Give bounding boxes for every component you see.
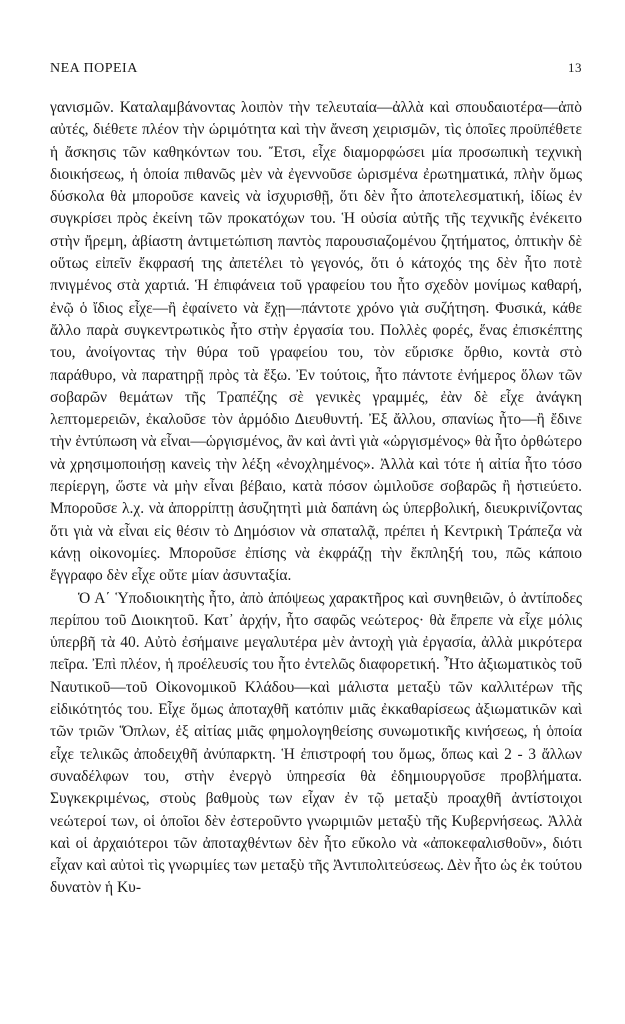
page-number: 13: [568, 60, 582, 75]
paragraph-continued: γανισμῶν. Καταλαμβάνοντας λοιπὸν τὴν τελευταία—ἀλλὰ καὶ σπουδαιοτέρα—ἀπὸ αὐτές, διέθετε πλέον τὴν ὡριμότητα καὶ τὴν ἄνεση χειρισμῶν, τὶς ὁποῖες προϋπέθετε ἡ ἄσκησις τῶν καθηκόντων του. Ἔτσι, εἶχε διαμορφώσει μία προσωπικὴ τεχνικὴ διοικήσεως, ἡ ὁποία πιθανῶς μὲν νὰ ἐγεννοῦσε ὡρισμένα ἐρωτηματικά, πλὴν ὅμως δύσκολα θὰ μποροῦσε κανεὶς νὰ ἰσχυρισθῇ, ὅτι δὲν ἦτο ἀποτελεσματική, ἰδίως ἐν συγκρίσει πρὸς ἐκείνη τῶν προκατόχων του. Ἡ οὐσία αὐτῆς τῆς τεχνικῆς ἐνέκειτο στὴν ἤρεμη, ἀβίαστη ἀντιμετώπιση παντὸς παρουσιαζομένου ζητήματος, ὀπτικὴν δὲ οὕτως εἰπεῖν ἔκφρασή της ἀπετέλει τὸ γεγονός, ὅτι ὁ κάτοχός της δὲν ἦτο ποτὲ πνιγμένος στὰ χαρτιά. Ἡ ἐπιφάνεια τοῦ γραφείου του ἦτο σχεδὸν μονίμως καθαρή, ἐνῷ ὁ ἴδιος εἶχε—ἢ ἐφαίνετο νὰ ἔχῃ—πάντοτε χρόνο γιὰ συζήτηση. Φυσικά, κάθε ἄλλο παρὰ συγκεντρωτικὸς ἦτο στὴν ἐργασία του. Πολλὲς φορές, ἕνας ἐπισκέπτης του, ἀνοίγοντας τὴν θύρα τοῦ γραφείου του, τὸν εὕρισκε ὄρθιο, κοντὰ στὸ παράθυρο, νὰ παρατηρῇ πρὸς τὰ ἔξω. Ἐν τούτοις, ἦτο πάντοτε ἐνήμερος ὅλων τῶν σοβαρῶν θεμάτων τῆς Τραπέζης σὲ γενικὲς γραμμές, ἐὰν δὲ εἶχε ἀνάγκη λεπτομερειῶν, ἐκαλοῦσε τὸν ἁρμόδιο Διευθυντή. Ἐξ ἄλλου, σπανίως ἦτο—ἢ ἔδινε τὴν ἐντύπωση νὰ εἶναι—ὡργισμένος, ἂν καὶ ἀντὶ γιὰ «ὡργισμένος» θὰ ἦτο ὀρθώτερο νὰ χρησιμοποιήσῃ κανεὶς τὴν λέξη «ἐνοχλημένος». Ἀλλὰ καὶ τότε ἡ αἰτία ἦτο τόσο περίεργη, ὥστε νὰ μὴν εἶναι βέβαιο, κατὰ πόσον ὡμιλοῦσε σοβαρῶς ἢ ἠστιεύετο. Μποροῦσε λ.χ. νὰ ἀπορρίπτῃ ἀσυζητητὶ μιὰ δαπάνη ὡς ὑπερβολική, διευκρινίζοντας ὅτι γιὰ νὰ εἶναι εἰς θέσιν τὸ Δημόσιον νὰ σπαταλᾷ, πρέπει ἡ Κεντρικὴ Τράπεζα νὰ κάνῃ οἰκονομίες. Μποροῦσε ἐπίσης νὰ ἐκφράζῃ τὴν ἔκπληξή του, πῶς κάποιο ἔγγραφο δὲν εἶχε οὔτε μίαν ἀσυνταξία.: [50, 99, 582, 585]
running-title: ΝΕΑ ΠΟΡΕΙΑ: [50, 61, 138, 76]
paragraph: Ὁ Α΄ Ὑποδιοικητὴς ἦτο, ἀπὸ ἀπόψεως χαρακτῆρος καὶ συνηθειῶν, ὁ ἀντίποδες περίπου τοῦ Διοικητοῦ. Κατ᾿ ἀρχήν, ἦτο σαφῶς νεώτερος· θὰ ἔπρεπε νὰ εἶχε μόλις ὑπερβῆ τὰ 40. Αὐτὸ ἐσήμαινε μεγαλυτέρα μὲν ἀντοχὴ γιὰ ἐργασία, ἀλλὰ μικρότερα πεῖρα. Ἐπὶ πλέον, ἡ προέλευσίς του ἦτο ἐντελῶς διαφορετική. Ἦτο ἀξιωματικὸς τοῦ Ναυτικοῦ—τοῦ Οἰκονομικοῦ Κλάδου—καὶ μάλιστα μεταξὺ τῶν καλλιτέρων τῆς εἰδικότητός του. Εἶχε ὅμως ἀποταχθῆ κατόπιν μιᾶς ἐκκαθαρίσεως ἀξιωματικῶν καὶ τῶν τριῶν Ὅπλων, ἐξ αἰτίας μιᾶς φημολογηθείσης συνωμοτικῆς κινήσεως, ἡ ὁποία εἶχε τελικῶς ἀποδειχθῆ ἀνύπαρκτη. Ἡ ἐπιστροφή του ὅμως, ὅπως καὶ 2 - 3 ἄλλων συναδέλφων του, στὴν ἐνεργὸ ὑπηρεσία θὰ ἐδημιουργοῦσε προβλήματα. Συγκεκριμένως, στοὺς βαθμοὺς των εἶχαν ἐν τῷ μεταξὺ προαχθῆ ἀντίστοιχοι νεώτεροί των, οἱ ὁποῖοι δὲν ἐστεροῦντο γνωριμιῶν μεταξὺ τῆς Κυβερνήσεως. Ἀλλὰ καὶ οἱ ἀρχαιότεροι τῶν ἀποταχθέντων δὲν ἦτο εὔκολο νὰ «ἀποκεφαλισθοῦν», διότι εἶχαν καὶ αὐτοὶ τὶς γνωριμίες των μεταξὺ τῆς Ἀντιπολιτεύσεως. Δὲν ἦτο ὡς ἐκ τούτου δυνατὸν ἡ Κυ-: [50, 589, 582, 897]
running-header: [50, 60, 582, 77]
book-page: [50, 60, 582, 900]
body-text: [50, 97, 582, 900]
